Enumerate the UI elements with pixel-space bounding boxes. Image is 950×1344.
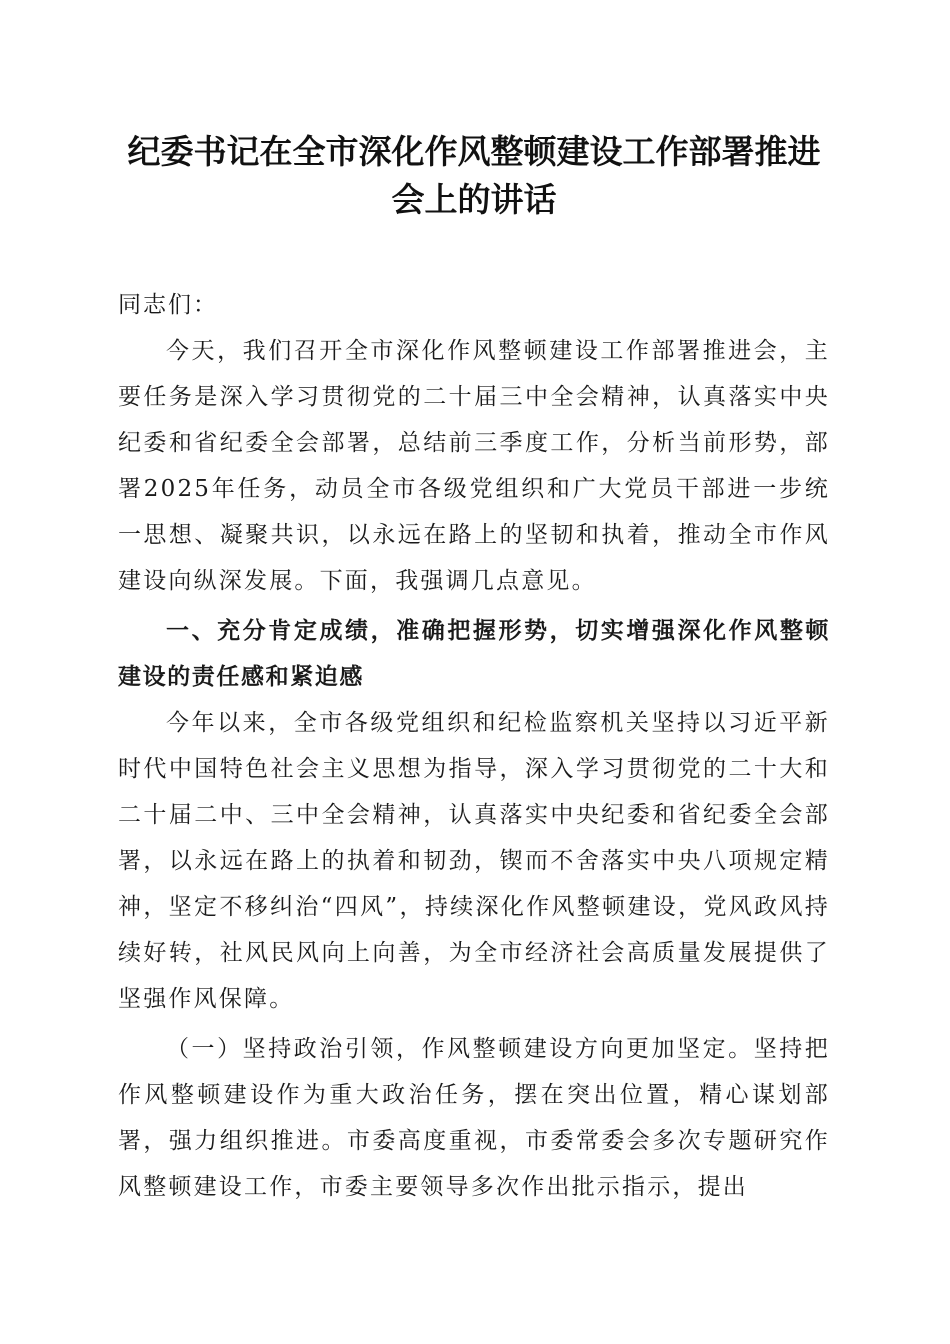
section-heading-1: 一、充分肯定成绩，准确把握形势，切实增强深化作风整顿建设的责任感和紧迫感 bbox=[118, 618, 830, 690]
document-title: 纪委书记在全市深化作风整顿建设工作部署推进会上的讲话 bbox=[127, 132, 821, 219]
section-1-paragraph: 今年以来，全市各级党组织和纪检监察机关坚持以习近平新时代中国特色社会主义思想为指导，深入学习贯彻党的二十大和二十届二中、三中全会精神，认真落实中央纪委和省纪委全会部署，以永远在路上的执着和韧劲，锲而不舍落实中央八项规定精神，坚定不移纠治“四风”，持续深化作风整顿建设，党风政风持续好转，社风民风向上向善，为全市经济社会高质量发展提供了坚强作风保障。 bbox=[118, 710, 830, 1012]
salutation: 同志们： bbox=[118, 292, 218, 318]
subsection-1-paragraph: （一）坚持政治引领，作风整顿建设方向更加坚定。坚持把作风整顿建设作为重大政治任务，摆在突出位置，精心谋划部署，强力组织推进。市委高度重视，市委常委会多次专题研究作风整顿建设工作，市委主要领导多次作出批示指示，提出 bbox=[118, 1036, 830, 1200]
intro-paragraph: 今天，我们召开全市深化作风整顿建设工作部署推进会，主要任务是深入学习贯彻党的二十届三中全会精神，认真落实中央纪委和省纪委全会部署，总结前三季度工作，分析当前形势，部署2025年任务，动员全市各级党组织和广大党员干部进一步统一思想、凝聚共识，以永远在路上的坚韧和执着，推动全市作风建设向纵深发展。下面，我强调几点意见。 bbox=[118, 338, 830, 594]
document-page bbox=[118, 128, 830, 1210]
